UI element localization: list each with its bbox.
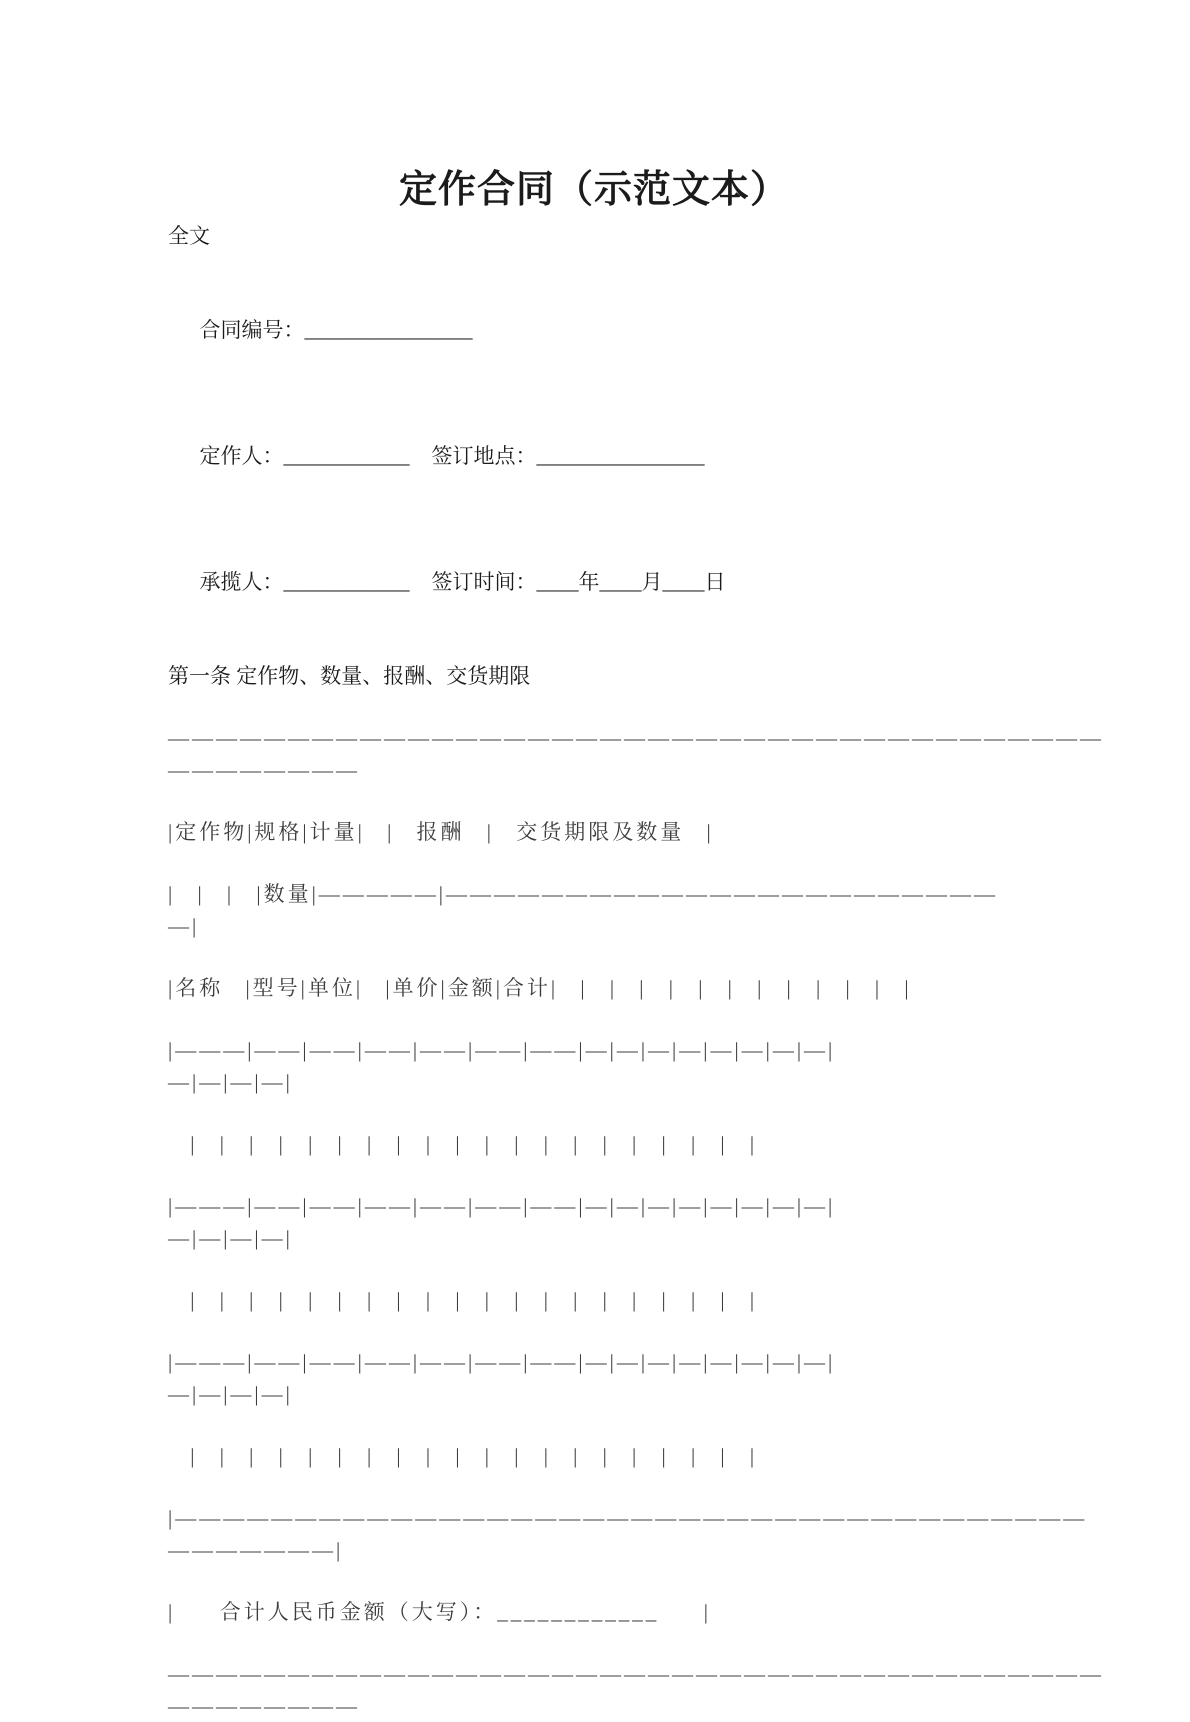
signing-place-label: 签订地点： bbox=[431, 444, 537, 468]
row-divider-1 bbox=[168, 1034, 1020, 1098]
signing-time-blank: ____年____月____日 bbox=[536, 570, 726, 594]
full-text-label: 全文 bbox=[168, 224, 210, 248]
contractor-label: 承揽人： bbox=[199, 570, 284, 594]
row-divider-3 bbox=[168, 1346, 1020, 1410]
empty-data-row-2 bbox=[168, 1284, 1020, 1316]
table-art-line: —|—|—|—| bbox=[168, 1070, 293, 1094]
quantity-subheader-row bbox=[168, 878, 1020, 942]
table-art-line: —|—|—|—| bbox=[168, 1226, 293, 1250]
column-titles-row bbox=[168, 972, 1020, 1004]
table-header-row bbox=[168, 816, 1020, 848]
empty-data-row-3 bbox=[168, 1440, 1020, 1472]
table-art-line: |———|——|——|——|——|——|——|—|—|—|—|—|—|—|—| bbox=[168, 1350, 836, 1374]
contract-number-blank: ________________ bbox=[304, 318, 473, 342]
document-title: 定作合同（示范文本） bbox=[398, 169, 789, 211]
table-art-line: —|—|—|—| bbox=[168, 1382, 293, 1406]
empty-data-row-1 bbox=[168, 1128, 1020, 1160]
row-divider-2 bbox=[168, 1190, 1020, 1254]
total-amount-line: | 合计人民币金额（大写）：____________ | bbox=[168, 1600, 711, 1624]
article-1-heading-row bbox=[168, 660, 1020, 692]
total-box-divider bbox=[168, 1502, 1088, 1566]
total-amount-row bbox=[168, 1596, 1020, 1628]
ordering-party-blank: ____________ bbox=[283, 444, 410, 468]
contractor-row bbox=[168, 534, 1020, 630]
contract-number-label: 合同编号： bbox=[199, 318, 305, 342]
table-art-line: —| bbox=[168, 914, 200, 938]
table-art-line: |———|——|——|——|——|——|——|—|—|—|—|—|—|—|—| bbox=[168, 1194, 836, 1218]
table-art-line: | | | | | | | | | | | | | | | | | | | | bbox=[168, 1444, 758, 1468]
contract-number-row bbox=[168, 282, 1020, 378]
table-art-line: | | | | | | | | | | | | | | | | | | | | bbox=[168, 1132, 758, 1156]
full-text-section bbox=[168, 220, 1020, 252]
table-art-line: ———————| bbox=[168, 1538, 344, 1562]
contractor-blank: ____________ bbox=[283, 570, 410, 594]
table-art-line: |———|——|——|——|——|——|——|—|—|—|—|—|—|—|—| bbox=[168, 1038, 836, 1062]
ordering-party-label: 定作人： bbox=[199, 444, 284, 468]
table-art-line: ——————————————————————————————————————— bbox=[168, 1662, 1104, 1686]
table-art-line: ———————— bbox=[168, 758, 360, 782]
table-art-line: |—————————————————————————————————————— bbox=[168, 1506, 1088, 1530]
signing-place-blank: ________________ bbox=[536, 444, 705, 468]
table-art-line: |定作物|规格|计量| | 报酬 | 交货期限及数量 | bbox=[168, 820, 714, 844]
table-top-border bbox=[168, 722, 1104, 786]
table-art-line: ——————————————————————————————————————— bbox=[168, 726, 1104, 750]
table-art-line: ———————— bbox=[168, 1694, 360, 1718]
table-art-line: |名称 |型号|单位| |单价|金额|合计| | | | | | | | | | | | | bbox=[168, 976, 912, 1000]
signing-time-label: 签订时间： bbox=[431, 570, 537, 594]
ordering-party-row bbox=[168, 408, 1020, 504]
table-art-line: | | | |数量|—————|——————————————————————— bbox=[168, 882, 998, 906]
table-art-line: | | | | | | | | | | | | | | | | | | | | bbox=[168, 1288, 758, 1312]
article-1-heading: 第一条 定作物、数量、报酬、交货期限 bbox=[168, 664, 531, 688]
table-bottom-border bbox=[168, 1658, 1104, 1722]
